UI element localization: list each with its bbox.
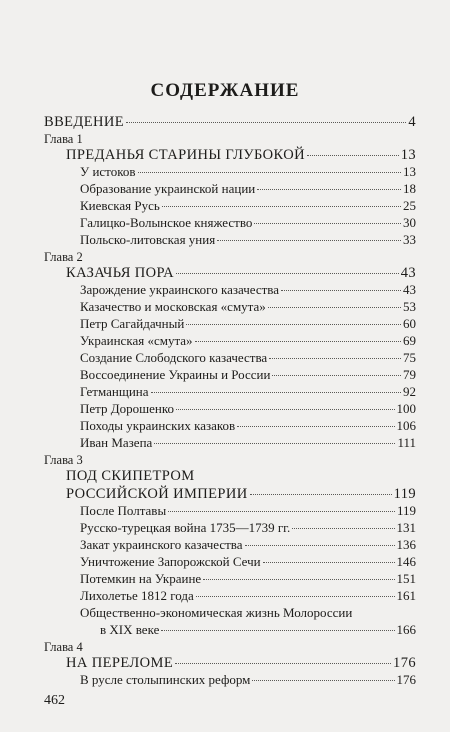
toc-entry-page: 69 xyxy=(403,333,416,348)
toc-entry-label: Петр Сагайдачный xyxy=(80,316,185,331)
chapter-label: Глава 4 xyxy=(44,640,83,654)
toc-entry-label: РОССИЙСКОЙ ИМПЕРИИ xyxy=(66,486,248,502)
toc-entry-page: 111 xyxy=(397,435,416,450)
toc-entry-label: Потемкин на Украине xyxy=(80,571,202,586)
toc-chapter-title xyxy=(66,264,416,282)
toc-entry-label: В русле столыпинских реформ xyxy=(80,672,251,687)
toc-entry-label: Воссоединение Украины и России xyxy=(80,367,271,382)
toc-entry-page: 136 xyxy=(396,537,416,552)
chapter-label: Глава 2 xyxy=(44,250,83,264)
toc-entry-label: Петр Дорошенко xyxy=(80,401,175,416)
dot-leader xyxy=(272,375,401,376)
toc-entry-label: Иван Мазепа xyxy=(80,435,153,450)
toc-entry-page: 119 xyxy=(393,486,416,502)
toc-entry-label: Киевская Русь xyxy=(80,198,160,213)
toc-entry xyxy=(80,298,416,316)
toc-entry xyxy=(80,163,416,181)
toc-entry-page: 13 xyxy=(400,147,416,163)
toc-entry xyxy=(80,281,416,299)
toc-chapter-title xyxy=(66,146,416,164)
dot-leader xyxy=(268,307,401,308)
toc-entry-label: Походы украинских казаков xyxy=(80,418,236,433)
toc-entry-label: У истоков xyxy=(80,164,136,179)
toc-entry-label: Закат украинского казачества xyxy=(80,537,243,552)
toc-entry-page: 131 xyxy=(396,520,416,535)
toc-entry-page: 18 xyxy=(403,181,416,196)
dot-leader xyxy=(126,122,406,123)
toc-entry-page: 43 xyxy=(400,265,416,281)
toc-entry-label-line: Общественно-экономическая жизнь Молороссии xyxy=(80,605,353,620)
dot-leader xyxy=(168,511,395,512)
chapter-label: Глава 1 xyxy=(44,132,83,146)
toc-entry-label: Образование украинской нации xyxy=(80,181,256,196)
toc-entry-page: 25 xyxy=(403,198,416,213)
toc-entry-label: КАЗАЧЬЯ ПОРА xyxy=(66,265,175,281)
toc-chapter-title xyxy=(66,654,416,672)
toc-entry-label: Лихолетье 1812 года xyxy=(80,588,194,603)
dot-leader xyxy=(292,528,394,529)
toc-entry xyxy=(80,553,416,571)
dot-leader xyxy=(161,630,394,631)
toc-entry xyxy=(80,197,416,215)
toc-entry-label: Польско-литовская уния xyxy=(80,232,216,247)
toc-entry-page: 13 xyxy=(403,164,416,179)
toc-entry-page: 161 xyxy=(396,588,416,603)
dot-leader xyxy=(176,409,394,410)
toc-entry-label: Гетманщина xyxy=(80,384,149,399)
toc-entry xyxy=(80,180,416,198)
dot-leader xyxy=(252,680,394,681)
dot-leader xyxy=(217,240,401,241)
dot-leader xyxy=(196,596,395,597)
toc-entry-page: 176 xyxy=(396,672,416,687)
chapter-label: Глава 3 xyxy=(44,453,83,467)
toc-entry-label: НА ПЕРЕЛОМЕ xyxy=(66,655,174,671)
dot-leader xyxy=(154,443,395,444)
dot-leader xyxy=(138,172,402,173)
toc-entry-label: Русско-турецкая война 1735—1739 гг. xyxy=(80,520,291,535)
dot-leader xyxy=(151,392,401,393)
dot-leader xyxy=(195,341,401,342)
toc-entry xyxy=(80,214,416,232)
dot-leader xyxy=(269,358,401,359)
toc-entry-label: Уничтожение Запорожской Сечи xyxy=(80,554,261,569)
toc-entry-label: Украинская «смута» xyxy=(80,333,193,348)
dot-leader xyxy=(254,223,401,224)
toc-entry xyxy=(80,587,416,605)
toc-entry-page: 43 xyxy=(403,282,416,297)
dot-leader xyxy=(186,324,401,325)
toc-entry xyxy=(80,417,416,435)
toc-entry-page: 119 xyxy=(396,503,416,518)
toc-entry xyxy=(80,315,416,333)
dot-leader xyxy=(263,562,395,563)
toc-entry xyxy=(80,502,416,520)
toc-entry xyxy=(100,621,416,639)
toc-entry-page: 100 xyxy=(396,401,416,416)
toc-entry-page: 146 xyxy=(396,554,416,569)
toc-entry xyxy=(80,570,416,588)
toc-entry-label: ПРЕДАНЬЯ СТАРИНЫ ГЛУБОКОЙ xyxy=(66,147,305,163)
toc-entry-label: Галицко-Волынское княжество xyxy=(80,215,253,230)
dot-leader xyxy=(203,579,394,580)
dot-leader xyxy=(250,494,392,495)
toc-entry xyxy=(80,366,416,384)
dot-leader xyxy=(257,189,401,190)
toc-entry-page: 151 xyxy=(396,571,416,586)
toc-entry-page: 60 xyxy=(403,316,416,331)
toc-entry-page: 166 xyxy=(396,622,416,637)
toc-entry xyxy=(80,400,416,418)
toc-entry-label: После Полтавы xyxy=(80,503,167,518)
toc-entry-page: 53 xyxy=(403,299,416,314)
toc-entry xyxy=(80,434,416,452)
toc-entry-label: Зарождение украинского казачества xyxy=(80,282,280,297)
dot-leader xyxy=(175,663,391,664)
toc-entry xyxy=(80,671,416,689)
toc-entry-label: Казачество и московская «смута» xyxy=(80,299,266,314)
toc-entry-introduction xyxy=(44,113,416,131)
toc-entry xyxy=(80,519,416,537)
toc-entry-page: 30 xyxy=(403,215,416,230)
toc-entry-page: 4 xyxy=(408,114,416,130)
toc-entry xyxy=(80,383,416,401)
toc-entry xyxy=(80,231,416,249)
toc-entry-page: 79 xyxy=(403,367,416,382)
toc-entry-label: в XIX веке xyxy=(100,622,160,637)
toc-entry-label: Создание Слободского казачества xyxy=(80,350,268,365)
dot-leader xyxy=(307,155,399,156)
dot-leader xyxy=(245,545,395,546)
dot-leader xyxy=(162,206,401,207)
page-title: СОДЕРЖАНИЕ xyxy=(150,80,300,101)
dot-leader xyxy=(281,290,401,291)
toc-entry-page: 92 xyxy=(403,384,416,399)
toc-entry xyxy=(80,349,416,367)
toc-entry-label: ВВЕДЕНИЕ xyxy=(44,114,124,130)
page-number: 462 xyxy=(44,693,65,708)
toc-entry-page: 106 xyxy=(396,418,416,433)
toc-chapter-title-line: ПОД СКИПЕТРОМ xyxy=(66,468,195,484)
toc-entry-page: 75 xyxy=(403,350,416,365)
dot-leader xyxy=(176,273,399,274)
toc-entry xyxy=(80,332,416,350)
toc-entry xyxy=(80,536,416,554)
toc-chapter-title xyxy=(66,485,416,503)
toc-entry-page: 176 xyxy=(393,655,416,671)
toc-entry-page: 33 xyxy=(403,232,416,247)
dot-leader xyxy=(237,426,394,427)
